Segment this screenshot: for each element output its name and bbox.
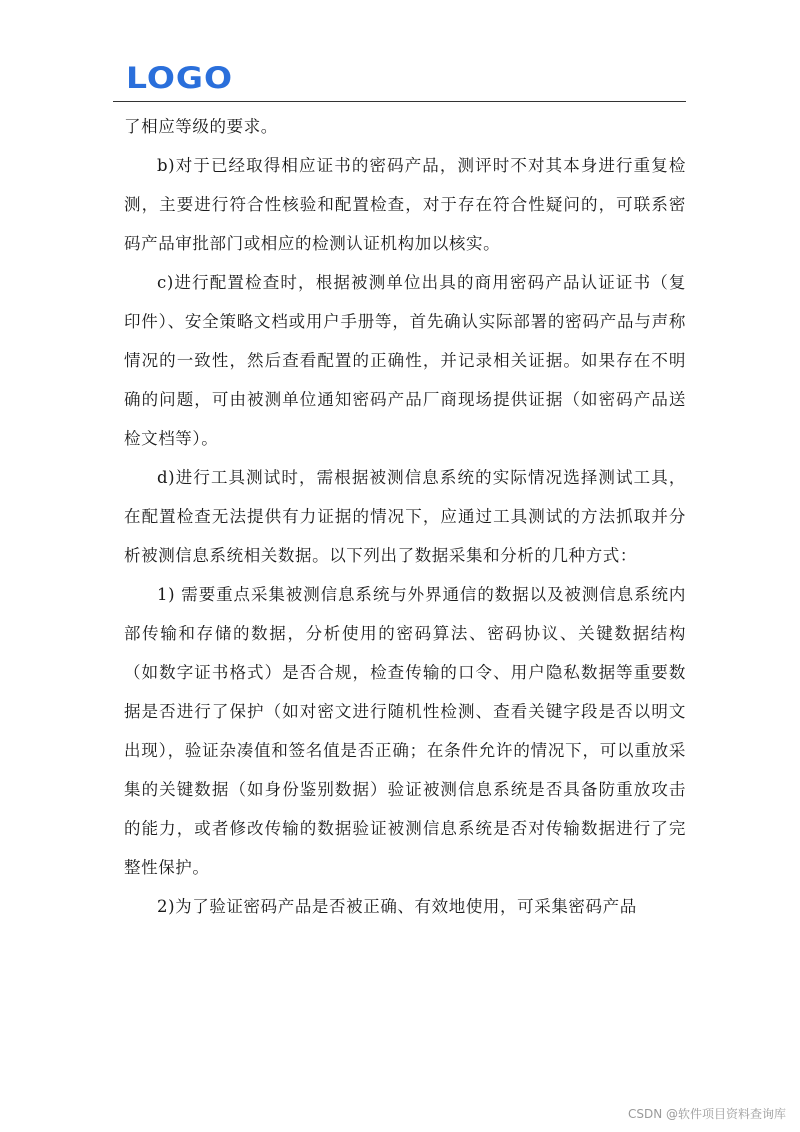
paragraph-continuation: 了相应等级的要求。 <box>124 117 278 136</box>
paragraph-c: c)进行配置检查时，根据被测单位出具的商用密码产品认证证书（复印件）、安全策略文档或用户手册等，首先确认实际部署的密码产品与声称情况的一致性，然后查看配置的正确性，并记录相关证据。如果存在不明确的问题，可由被测单位通知密码产品厂商现场提供证据（如密码产品送检文档等）。 <box>124 273 686 448</box>
paragraph-item-2: 2)为了验证密码产品是否被正确、有效地使用，可采集密码产品 <box>157 897 637 916</box>
header-divider <box>113 101 686 102</box>
document-body <box>124 107 686 926</box>
paragraph-d: d)进行工具测试时，需根据被测信息系统的实际情况选择测试工具，在配置检查无法提供有力证据的情况下，应通过工具测试的方法抓取并分析被测信息系统相关数据。以下列出了数据采集和分析的几种方式： <box>124 468 686 565</box>
paragraph-b: b)对于已经取得相应证书的密码产品，测评时不对其本身进行重复检测，主要进行符合性核验和配置检查，对于存在符合性疑问的，可联系密码产品审批部门或相应的检测认证机构加以核实。 <box>124 156 686 253</box>
paragraph-item-1: 1) 需要重点采集被测信息系统与外界通信的数据以及被测信息系统内部传输和存储的数据，分析使用的密码算法、密码协议、关键数据结构（如数字证书格式）是否合规，检查传输的口令、用户隐私数据等重要数据是否进行了保护（如对密文进行随机性检测、查看关键字段是否以明文出现），验证杂凑值和签名值是否正确；在条件允许的情况下，可以重放采集的关键数据（如身份鉴别数据）验证被测信息系统是否具备防重放攻击的能力，或者修改传输的数据验证被测信息系统是否对传输数据进行了完整性保护。 <box>124 585 686 877</box>
logo: LOGO <box>126 60 234 96</box>
watermark-text: CSDN @软件项目资料查询库 <box>627 1107 786 1121</box>
